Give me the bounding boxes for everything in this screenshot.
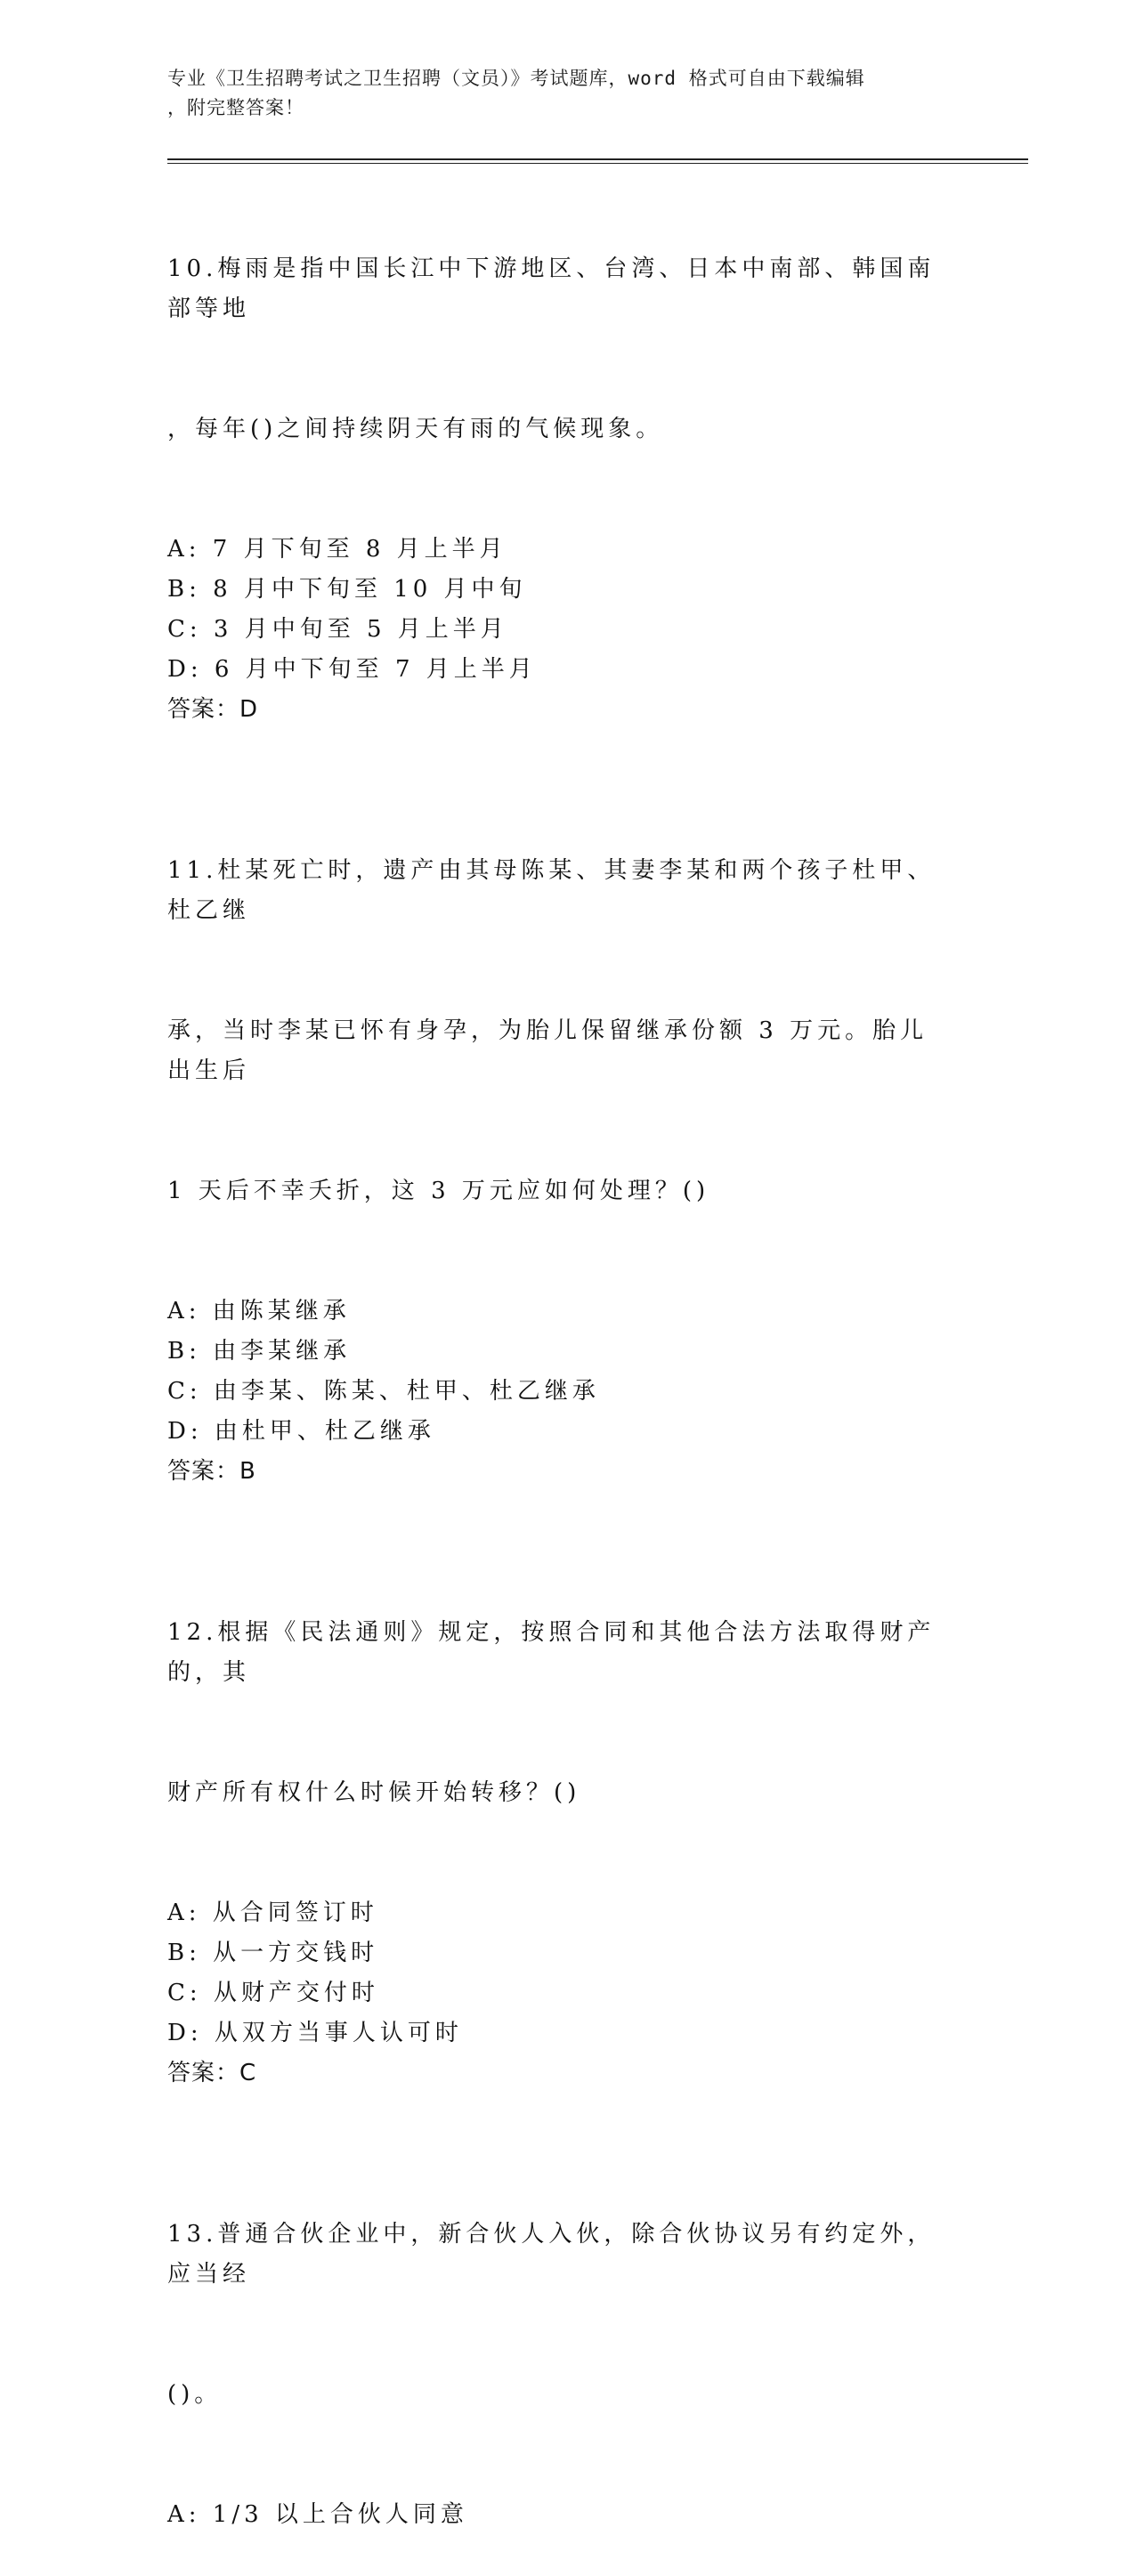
question-12	[167, 1533, 969, 2094]
document-header	[167, 64, 951, 123]
option-d: D: 从双方当事人认可时	[167, 2020, 463, 2046]
option-d: D: 由杜甲、杜乙继承	[167, 1418, 435, 1445]
question-13	[167, 2135, 969, 2535]
option-d: D: 6 月中下旬至 7 月上半月	[167, 656, 537, 683]
question-stem	[167, 2135, 951, 2495]
stem-line: ，每年()之间持续阴天有雨的气候现象。	[167, 416, 664, 442]
question-stem	[167, 169, 951, 530]
header-line-2: ，附完整答案！	[167, 97, 304, 118]
option-a: A: 1/3 以上合伙人同意	[167, 2501, 468, 2528]
answer-line: 答案：D	[167, 696, 259, 723]
header-divider-thick	[167, 158, 1028, 160]
question-11	[167, 771, 969, 1492]
question-list	[167, 169, 969, 2576]
answer-line: 答案：B	[167, 1458, 256, 1485]
option-b: B: 从一方交钱时	[167, 1940, 379, 1966]
answer-line: 答案：C	[167, 2060, 257, 2086]
option-c: C: 3 月中旬至 5 月上半月	[167, 616, 508, 643]
stem-line: 13.普通合伙企业中，新合伙人入伙，除合伙协议另有约定外，应当经	[167, 2221, 936, 2288]
question-10	[167, 169, 969, 730]
option-b: B: 8 月中下旬至 10 月中旬	[167, 576, 527, 603]
option-c: C: 由李某、陈某、杜甲、杜乙继承	[167, 1378, 600, 1405]
option-b: B: 由李某继承	[167, 1338, 352, 1365]
option-a: A: 7 月下旬至 8 月上半月	[167, 536, 507, 563]
stem-line: 财产所有权什么时候开始转移？()	[167, 1779, 581, 1806]
question-stem	[167, 1533, 951, 1893]
question-stem	[167, 771, 951, 1292]
stem-line: ()。	[167, 2381, 223, 2408]
stem-line: 10.梅雨是指中国长江中下游地区、台湾、日本中南部、韩国南部等地	[167, 255, 936, 322]
option-a: A: 从合同签订时	[167, 1900, 378, 1926]
option-c: C: 从财产交付时	[167, 1980, 379, 2006]
stem-line: 1 天后不幸夭折，这 3 万元应如何处理？()	[167, 1178, 710, 1204]
option-a: A: 由陈某继承	[167, 1298, 351, 1324]
header-line-1: 专业《卫生招聘考试之卫生招聘（文员）》考试题库，word 格式可自由下载编辑	[167, 68, 865, 89]
header-divider-thin	[167, 163, 1028, 164]
stem-line: 11.杜某死亡时，遗产由其母陈某、其妻李某和两个孩子杜甲、杜乙继	[167, 857, 936, 924]
stem-line: 12.根据《民法通则》规定，按照合同和其他合法方法取得财产的，其	[167, 1619, 936, 1686]
stem-line: 承，当时李某已怀有身孕，为胎儿保留继承份额 3 万元。胎儿出生后	[167, 1017, 928, 1084]
